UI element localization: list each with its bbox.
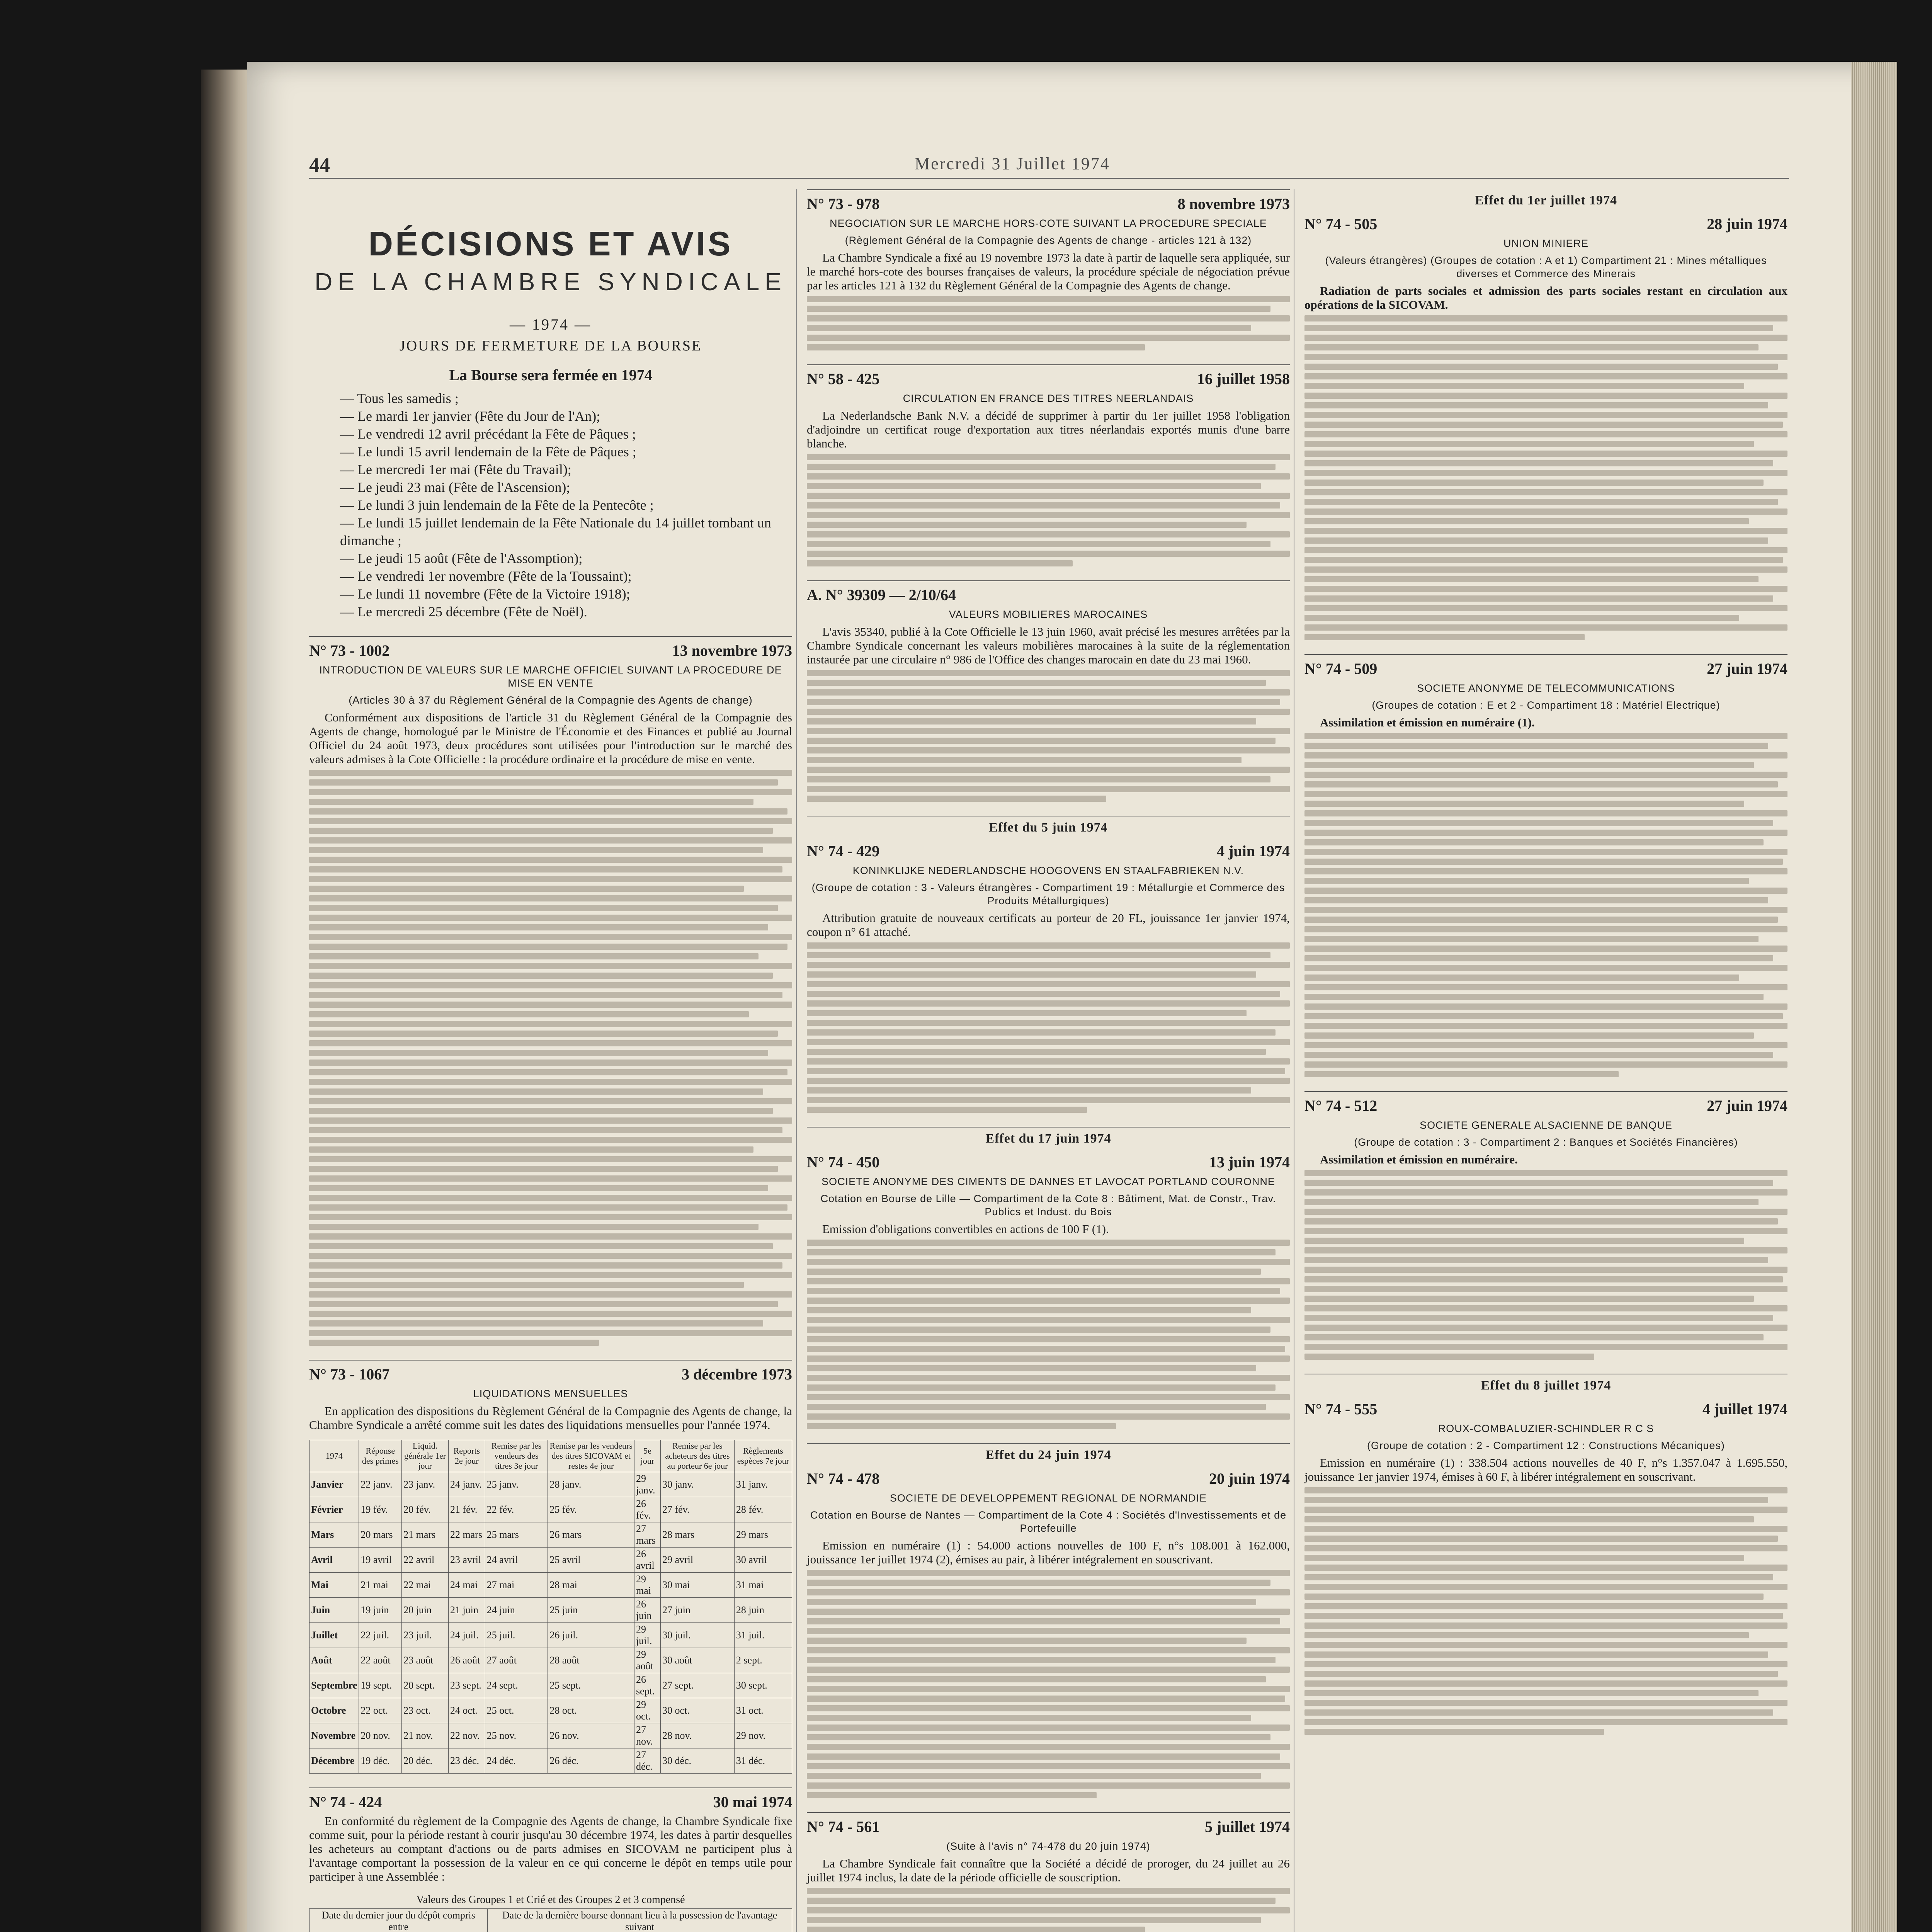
notice-number: A. N° 39309 — 2/10/64 <box>807 586 956 604</box>
table-cell: 21 juin <box>448 1598 485 1623</box>
notice-date: 16 juillet 1958 <box>1197 370 1290 388</box>
notice-number: N° 74 - 478 <box>807 1470 880 1487</box>
table-cell: 26 fév. <box>634 1497 661 1522</box>
table-cell: 28 nov. <box>660 1723 734 1748</box>
notice-header <box>807 1148 1290 1171</box>
table-cell: 27 juin <box>660 1598 734 1623</box>
table-cell: 21 mai <box>359 1573 402 1598</box>
notice-title: UNION MINIERE <box>1503 238 1588 249</box>
notice-title: NEGOCIATION SUR LE MARCHE HORS-COTE SUIVANT LA PROCEDURE SPECIALE <box>830 218 1267 229</box>
notice-header <box>1304 1395 1787 1418</box>
deposit-dates-table <box>309 1891 792 1932</box>
notice-date: 5 juillet 1974 <box>1205 1818 1290 1835</box>
notice-paragraph: L'avis 35340, publié à la Cote Officielle le 13 juin 1960, avait précisé les mesures arrêtées par la Chambre Syndicale concernant les valeurs mobilières marocaines à la suite de la réglementation instaurée par une circulaire n° 986 de l'Office des changes marocain en date du 23 mai 1960. <box>807 625 1290 666</box>
notice-paragraph: La Chambre Syndicale a fixé au 19 novembre 1973 la date à partir de laquelle sera appliquée, sur le marché hors-cote des bourses françaises de valeurs, la procédure spéciale de négociation prévue par les articles 121 à 132 du Règlement Général de la Compagnie des Agents de change. <box>807 251 1290 292</box>
table-cell: 19 juin <box>359 1598 402 1623</box>
table-cell: 24 juil. <box>448 1623 485 1648</box>
list-item: — Le mercredi 25 décembre (Fête de Noël). <box>340 603 792 621</box>
table-cell: 25 janv. <box>485 1472 548 1497</box>
month-cell: Mai <box>310 1573 359 1598</box>
table-cell: 25 mars <box>485 1522 548 1548</box>
notice-date: 27 juin 1974 <box>1707 660 1787 677</box>
notice-header <box>309 1787 792 1811</box>
notice-subtitle: (Groupe de cotation : 2 - Compartiment 12 : Constructions Mécaniques) <box>1367 1440 1725 1451</box>
notice-header <box>807 1465 1290 1488</box>
list-item: — Le lundi 15 avril lendemain de la Fête de Pâques ; <box>340 443 792 461</box>
table-cell: 20 fév. <box>402 1497 449 1522</box>
closing-heading: JOURS DE FERMETURE DE LA BOURSE <box>399 338 702 354</box>
top-rule <box>309 178 1789 179</box>
notice-number: N° 74 - 561 <box>807 1818 880 1835</box>
list-item: — Le lundi 15 juillet lendemain de la Fête Nationale du 14 juillet tombant un dimanche ; <box>340 514 792 549</box>
newspaper-page <box>247 62 1897 1932</box>
table-cell: 29 janv. <box>634 1472 661 1497</box>
notice-date: 30 mai 1974 <box>713 1793 792 1811</box>
table-cell: 29 oct. <box>634 1698 661 1723</box>
table-cell: 22 avril <box>402 1548 449 1573</box>
month-cell: Janvier <box>310 1472 359 1497</box>
table-cell: 29 nov. <box>734 1723 792 1748</box>
notice-subtitle: (Suite à l'avis n° 74-478 du 20 juin 1974) <box>946 1840 1150 1852</box>
table-header-cell: Liquid. générale 1er jour <box>402 1440 449 1472</box>
notice-number: N° 58 - 425 <box>807 370 880 388</box>
month-cell: Février <box>310 1497 359 1522</box>
list-item: — Le lundi 3 juin lendemain de la Fête de la Pentecôte ; <box>340 496 792 514</box>
table-header-cell: Date de la dernière bourse donnant lieu à la possession de l'avantage suivant <box>488 1909 792 1932</box>
table-header-cell: Remise par les vendeurs des titres SICOVAM et restes 4e jour <box>548 1440 634 1472</box>
notice-subtitle: (Valeurs étrangères) (Groupes de cotation : A et 1) Compartiment 21 : Mines métalliques diverses et Commerce des Minerais <box>1325 255 1767 279</box>
notice-header <box>807 364 1290 388</box>
table-cell: 26 déc. <box>548 1748 634 1774</box>
table-header-cell: Remise par les acheteurs des titres au porteur 6e jour <box>660 1440 734 1472</box>
table-cell: 22 fév. <box>485 1497 548 1522</box>
main-subtitle: DE LA CHAMBRE SYNDICALE <box>315 268 787 296</box>
notice-paragraph: Attribution gratuite de nouveaux certificats au porteur de 20 FL, jouissance 1er janvier 1974, coupon n° 61 attaché. <box>807 911 1290 939</box>
effective-date-heading: Effet du 1er juillet 1974 <box>1475 193 1617 207</box>
column-3 <box>1304 189 1787 1738</box>
table-cell: 28 fév. <box>734 1497 792 1522</box>
table-cell: 31 déc. <box>734 1748 792 1774</box>
body-text-block <box>807 670 1290 802</box>
table-cell: 21 nov. <box>402 1723 449 1748</box>
notice-header <box>1304 654 1787 678</box>
table-cell: 30 août <box>660 1648 734 1673</box>
table-cell: 21 fév. <box>448 1497 485 1522</box>
notice-title: CIRCULATION EN FRANCE DES TITRES NEERLANDAIS <box>903 393 1194 404</box>
table-cell: 28 janv. <box>548 1472 634 1497</box>
list-item: — Le vendredi 12 avril précédant la Fête de Pâques ; <box>340 425 792 443</box>
table-row <box>310 1648 792 1673</box>
table-cell: 30 oct. <box>660 1698 734 1723</box>
table-cell: 28 mai <box>548 1573 634 1598</box>
notice-paragraph: Emission en numéraire (1) : 338.504 actions nouvelles de 40 F, n°s 1.357.047 à 1.695.550, jouissance 1er janvier 1974, émises à 60 F, à libérer intégralement en souscrivant. <box>1304 1456 1787 1483</box>
table-cell: 24 mai <box>448 1573 485 1598</box>
month-cell: Juillet <box>310 1623 359 1648</box>
body-text-block <box>807 1888 1290 1932</box>
table-cell: 26 août <box>448 1648 485 1673</box>
year-heading: — 1974 — <box>510 316 592 333</box>
month-cell: Mars <box>310 1522 359 1548</box>
table-cell: 20 déc. <box>402 1748 449 1774</box>
month-cell: Septembre <box>310 1673 359 1698</box>
table-cell: 27 mars <box>634 1522 661 1548</box>
notice-paragraph: En application des dispositions du Règlement Général de la Compagnie des Agents de change, la Chambre Syndicale a arrêté comme suit les dates des liquidations mensuelles pour l'année 1974. <box>309 1404 792 1432</box>
table-cell: 20 sept. <box>402 1673 449 1698</box>
table-cell: 22 janv. <box>359 1472 402 1497</box>
notice-title: SOCIETE DE DEVELOPPEMENT REGIONAL DE NORMANDIE <box>889 1492 1207 1504</box>
table-cell: 26 mars <box>548 1522 634 1548</box>
table-cell: 25 juil. <box>485 1623 548 1648</box>
notice-paragraph: Assimilation et émission en numéraire (1). <box>1320 716 1535 729</box>
table-cell: 31 janv. <box>734 1472 792 1497</box>
table-cell: 29 mars <box>734 1522 792 1548</box>
table-cell: 23 oct. <box>402 1698 449 1723</box>
table-cell: 19 sept. <box>359 1673 402 1698</box>
table-cell: 26 juin <box>634 1598 661 1623</box>
notice-number: N° 74 - 429 <box>807 842 880 860</box>
column-1 <box>309 189 792 1932</box>
table-cell: 24 juin <box>485 1598 548 1623</box>
column-2 <box>807 189 1290 1932</box>
notice-number: N° 73 - 978 <box>807 195 880 213</box>
table-cell: 24 sept. <box>485 1673 548 1698</box>
table-cell: 20 mars <box>359 1522 402 1548</box>
table-cell: 31 juil. <box>734 1623 792 1648</box>
table-cell: 31 oct. <box>734 1698 792 1723</box>
table-cell: 19 déc. <box>359 1748 402 1774</box>
table-header-row <box>310 1909 792 1932</box>
table-cell: 26 avril <box>634 1548 661 1573</box>
table-cell: 26 sept. <box>634 1673 661 1698</box>
notice-date: 28 juin 1974 <box>1707 215 1787 233</box>
table-cell: 23 sept. <box>448 1673 485 1698</box>
closing-days-list <box>340 389 792 621</box>
table-cell: 20 nov. <box>359 1723 402 1748</box>
notice-date: 4 juin 1974 <box>1217 842 1290 860</box>
table-row <box>310 1497 792 1522</box>
effective-date-heading: Effet du 17 juin 1974 <box>807 1127 1290 1146</box>
body-text-block <box>1304 1487 1787 1735</box>
table-header-cell: 5e jour <box>634 1440 661 1472</box>
notice-paragraph: Emission en numéraire (1) : 54.000 actions nouvelles de 100 F, n°s 108.001 à 162.000, jouissance 1er juillet 1974 (2), émises au pair, à libérer intégralement en souscrivant. <box>807 1539 1290 1566</box>
notice-header <box>807 1812 1290 1836</box>
notice-header <box>807 189 1290 213</box>
table-header-cell: Reports 2e jour <box>448 1440 485 1472</box>
table-cell: 24 déc. <box>485 1748 548 1774</box>
table-caption: Valeurs des Groupes 1 et Crié et des Groupes 2 et 3 compensé <box>416 1894 685 1906</box>
notice-title: SOCIETE GENERALE ALSACIENNE DE BANQUE <box>1420 1119 1672 1131</box>
table-cell: 19 fév. <box>359 1497 402 1522</box>
notice-header <box>1304 210 1787 233</box>
table-cell: 23 juil. <box>402 1623 449 1648</box>
notice-date: 13 juin 1974 <box>1209 1153 1290 1171</box>
table-cell: 24 oct. <box>448 1698 485 1723</box>
notice-number: N° 74 - 424 <box>309 1793 382 1811</box>
list-item: — Le lundi 11 novembre (Fête de la Victoire 1918); <box>340 585 792 603</box>
table-cell: 29 juil. <box>634 1623 661 1648</box>
body-text-block <box>807 942 1290 1113</box>
table-row <box>310 1623 792 1648</box>
table-cell: 2 sept. <box>734 1648 792 1673</box>
liquidation-table-body <box>310 1472 792 1774</box>
table-cell: 31 mai <box>734 1573 792 1598</box>
table-cell: 23 avril <box>448 1548 485 1573</box>
body-text-block <box>807 296 1290 350</box>
notice-header <box>807 837 1290 860</box>
body-text-block <box>807 454 1290 566</box>
table-cell: 27 fév. <box>660 1497 734 1522</box>
month-cell: Août <box>310 1648 359 1673</box>
notice-number: N° 74 - 505 <box>1304 215 1378 233</box>
table-row <box>310 1748 792 1774</box>
notice-header <box>309 1360 792 1383</box>
notice-date: 3 décembre 1973 <box>682 1366 792 1383</box>
table-cell: 30 avril <box>734 1548 792 1573</box>
table-cell: 27 déc. <box>634 1748 661 1774</box>
table-header-cell: 1974 <box>310 1440 359 1472</box>
table-header-row <box>310 1440 792 1472</box>
liquidation-table <box>309 1440 792 1774</box>
table-cell: 28 juin <box>734 1598 792 1623</box>
table-cell: 30 juil. <box>660 1623 734 1648</box>
table-cell: 24 janv. <box>448 1472 485 1497</box>
body-text-block <box>807 1570 1290 1798</box>
body-text-block <box>1304 733 1787 1077</box>
table-cell: 25 fév. <box>548 1497 634 1522</box>
notice-number: N° 74 - 555 <box>1304 1400 1378 1418</box>
table-cell: 23 août <box>402 1648 449 1673</box>
table-row <box>310 1548 792 1573</box>
list-item: — Tous les samedis ; <box>340 389 792 407</box>
page-edge <box>1851 62 1897 1932</box>
notice-date: 13 novembre 1973 <box>672 642 792 659</box>
notice-paragraph: Radiation de parts sociales et admission des parts sociales restant en circulation aux opérations de la SICOVAM. <box>1304 284 1787 311</box>
body-text-block <box>807 1240 1290 1429</box>
table-cell: 25 nov. <box>485 1723 548 1748</box>
table-cell: 25 sept. <box>548 1673 634 1698</box>
list-item: — Le jeudi 23 mai (Fête de l'Ascension); <box>340 478 792 496</box>
table-cell: 26 nov. <box>548 1723 634 1748</box>
list-item: — Le mercredi 1er mai (Fête du Travail); <box>340 461 792 478</box>
notice-number: N° 73 - 1067 <box>309 1366 390 1383</box>
notice-number: N° 74 - 450 <box>807 1153 880 1171</box>
table-cell: 19 avril <box>359 1548 402 1573</box>
notice-subtitle: Cotation en Bourse de Nantes — Compartiment de la Cote 4 : Sociétés d'Investissements et de Portefeuille <box>810 1509 1287 1534</box>
month-cell: Juin <box>310 1598 359 1623</box>
list-item: — Le mardi 1er janvier (Fête du Jour de l'An); <box>340 407 792 425</box>
notice-subtitle: Cotation en Bourse de Lille — Compartiment de la Cote 8 : Bâtiment, Mat. de Constr., Trav. Publics et Indust. du Bois <box>820 1193 1276 1218</box>
table-cell: 30 janv. <box>660 1472 734 1497</box>
table-cell: 29 août <box>634 1648 661 1673</box>
notice-number: N° 74 - 512 <box>1304 1097 1378 1114</box>
table-cell: 22 mai <box>402 1573 449 1598</box>
list-item: — Le jeudi 15 août (Fête de l'Assomption); <box>340 549 792 567</box>
table-cell: 30 sept. <box>734 1673 792 1698</box>
table-row <box>310 1698 792 1723</box>
table-cell: 30 mai <box>660 1573 734 1598</box>
table-cell: 20 juin <box>402 1598 449 1623</box>
table-cell: 25 avril <box>548 1548 634 1573</box>
notice-subtitle: (Articles 30 à 37 du Règlement Général de la Compagnie des Agents de change) <box>349 694 753 706</box>
table-cell: 29 avril <box>660 1548 734 1573</box>
table-cell: 22 juil. <box>359 1623 402 1648</box>
body-text-block <box>309 770 792 1346</box>
notice-date: 4 juillet 1974 <box>1702 1400 1787 1418</box>
month-cell: Décembre <box>310 1748 359 1774</box>
table-row <box>310 1673 792 1698</box>
table-cell: 27 août <box>485 1648 548 1673</box>
month-cell: Novembre <box>310 1723 359 1748</box>
table-cell: 28 août <box>548 1648 634 1673</box>
table-row <box>310 1472 792 1497</box>
notice-subtitle: (Groupes de cotation : E et 2 - Compartiment 18 : Matériel Electrique) <box>1372 699 1720 711</box>
notice-header <box>309 636 792 660</box>
table-cell: 21 mars <box>402 1522 449 1548</box>
table-cell: 22 oct. <box>359 1698 402 1723</box>
column-rule <box>796 189 797 1932</box>
notice-date: 27 juin 1974 <box>1707 1097 1787 1114</box>
table-row <box>310 1573 792 1598</box>
table-header-cell: Règlements espèces 7e jour <box>734 1440 792 1472</box>
table-cell: 23 janv. <box>402 1472 449 1497</box>
notice-subtitle: (Groupe de cotation : 3 - Valeurs étrangères - Compartiment 19 : Métallurgie et Commerce des Produits Métallurgiques) <box>811 882 1285 906</box>
notice-date: 20 juin 1974 <box>1209 1470 1290 1487</box>
table-cell: 27 nov. <box>634 1723 661 1748</box>
notice-title: SOCIETE ANONYME DE TELECOMMUNICATIONS <box>1417 682 1675 694</box>
notice-header <box>1304 1091 1787 1115</box>
month-cell: Octobre <box>310 1698 359 1723</box>
notice-subtitle: (Groupe de cotation : 3 - Compartiment 2 : Banques et Sociétés Financières) <box>1354 1136 1738 1148</box>
table-cell: 27 mai <box>485 1573 548 1598</box>
closing-lead: La Bourse sera fermée en 1974 <box>449 366 652 384</box>
month-cell: Avril <box>310 1548 359 1573</box>
notice-number: N° 74 - 509 <box>1304 660 1378 677</box>
table-cell: 28 oct. <box>548 1698 634 1723</box>
running-title: Mercredi 31 Juillet 1974 <box>915 154 1110 173</box>
notice-title: LIQUIDATIONS MENSUELLES <box>473 1388 628 1400</box>
notice-title: KONINKLIJKE NEDERLANDSCHE HOOGOVENS EN STAALFABRIEKEN N.V. <box>852 865 1244 876</box>
notice-title: SOCIETE ANONYME DES CIMENTS DE DANNES ET LAVOCAT PORTLAND COURONNE <box>821 1176 1275 1187</box>
main-title: DÉCISIONS ET AVIS <box>368 224 733 263</box>
table-cell: 30 déc. <box>660 1748 734 1774</box>
book-binding <box>201 70 255 1932</box>
effective-date-heading: Effet du 24 juin 1974 <box>807 1443 1290 1463</box>
notice-number: N° 73 - 1002 <box>309 642 390 659</box>
notice-paragraph: La Nederlandsche Bank N.V. a décidé de supprimer à partir du 1er juillet 1958 l'obligation d'adjoindre un certificat rouge d'exportation aux titres néerlandais exportés munis d'une barre blanche. <box>807 409 1290 450</box>
list-item: — Le vendredi 1er novembre (Fête de la Toussaint); <box>340 567 792 585</box>
notice-title: VALEURS MOBILIERES MAROCAINES <box>949 609 1148 620</box>
table-cell: 27 sept. <box>660 1673 734 1698</box>
body-text-block <box>1304 1170 1787 1360</box>
notice-paragraph: Assimilation et émission en numéraire. <box>1320 1153 1518 1166</box>
effective-date-heading: Effet du 5 juin 1974 <box>807 816 1290 835</box>
notice-date: 8 novembre 1973 <box>1177 195 1290 213</box>
notice-paragraph: En conformité du règlement de la Compagnie des Agents de change, la Chambre Syndicale fixe comme suit, pour la période restant à courir jusqu'au 30 décembre 1974, les dates à partir desquelles les acheteurs au comptant d'actions ou de parts admises en SICOVAM ne participent plus à l'avantage comportant la possession de la valeur en ce qui concerne le dépôt en temps utile pour participer à une Assemblée : <box>309 1814 792 1883</box>
table-cell: 26 juil. <box>548 1623 634 1648</box>
notice-header <box>807 580 1290 604</box>
table-row <box>310 1522 792 1548</box>
table-row <box>310 1723 792 1748</box>
notice-title: INTRODUCTION DE VALEURS SUR LE MARCHE OFFICIEL SUIVANT LA PROCEDURE DE MISE EN VENTE <box>319 664 782 689</box>
notice-paragraph: Conformément aux dispositions de l'article 31 du Règlement Général de la Compagnie des Agents de change, homologué par le Ministre de l'Économie et des Finances et publié au Journal Officiel du 24 août 1973, deux procédures sont utilisées pour l'introduction sur le marché des valeurs admises à la Cote Officielle : la procédure ordinaire et la procédure de mise en vente. <box>309 711 792 766</box>
table-cell: 25 juin <box>548 1598 634 1623</box>
effective-date-heading: Effet du 8 juillet 1974 <box>1304 1374 1787 1393</box>
table-header-cell: Date du dernier jour du dépôt compris entre <box>310 1909 488 1932</box>
notice-paragraph: La Chambre Syndicale fait connaître que la Société a décidé de proroger, du 24 juillet au 26 juillet 1974 inclus, la date de la période officielle de souscription. <box>807 1857 1290 1884</box>
table-cell: 22 août <box>359 1648 402 1673</box>
table-header-cell: Réponse des primes <box>359 1440 402 1472</box>
table-cell: 22 mars <box>448 1522 485 1548</box>
table-cell: 28 mars <box>660 1522 734 1548</box>
table-header-cell: Remise par les vendeurs des titres 3e jour <box>485 1440 548 1472</box>
table-cell: 29 mai <box>634 1573 661 1598</box>
table-cell: 23 déc. <box>448 1748 485 1774</box>
table-cell: 25 oct. <box>485 1698 548 1723</box>
notice-subtitle: (Règlement Général de la Compagnie des Agents de change - articles 121 à 132) <box>845 235 1252 246</box>
table-row <box>310 1598 792 1623</box>
body-text-block <box>1304 315 1787 640</box>
table-cell: 24 avril <box>485 1548 548 1573</box>
table-cell: 22 nov. <box>448 1723 485 1748</box>
notice-paragraph: Emission d'obligations convertibles en actions de 100 F (1). <box>822 1222 1109 1236</box>
page-number: 44 <box>309 153 330 177</box>
notice-title: ROUX-COMBALUZIER-SCHINDLER R C S <box>1438 1423 1654 1434</box>
